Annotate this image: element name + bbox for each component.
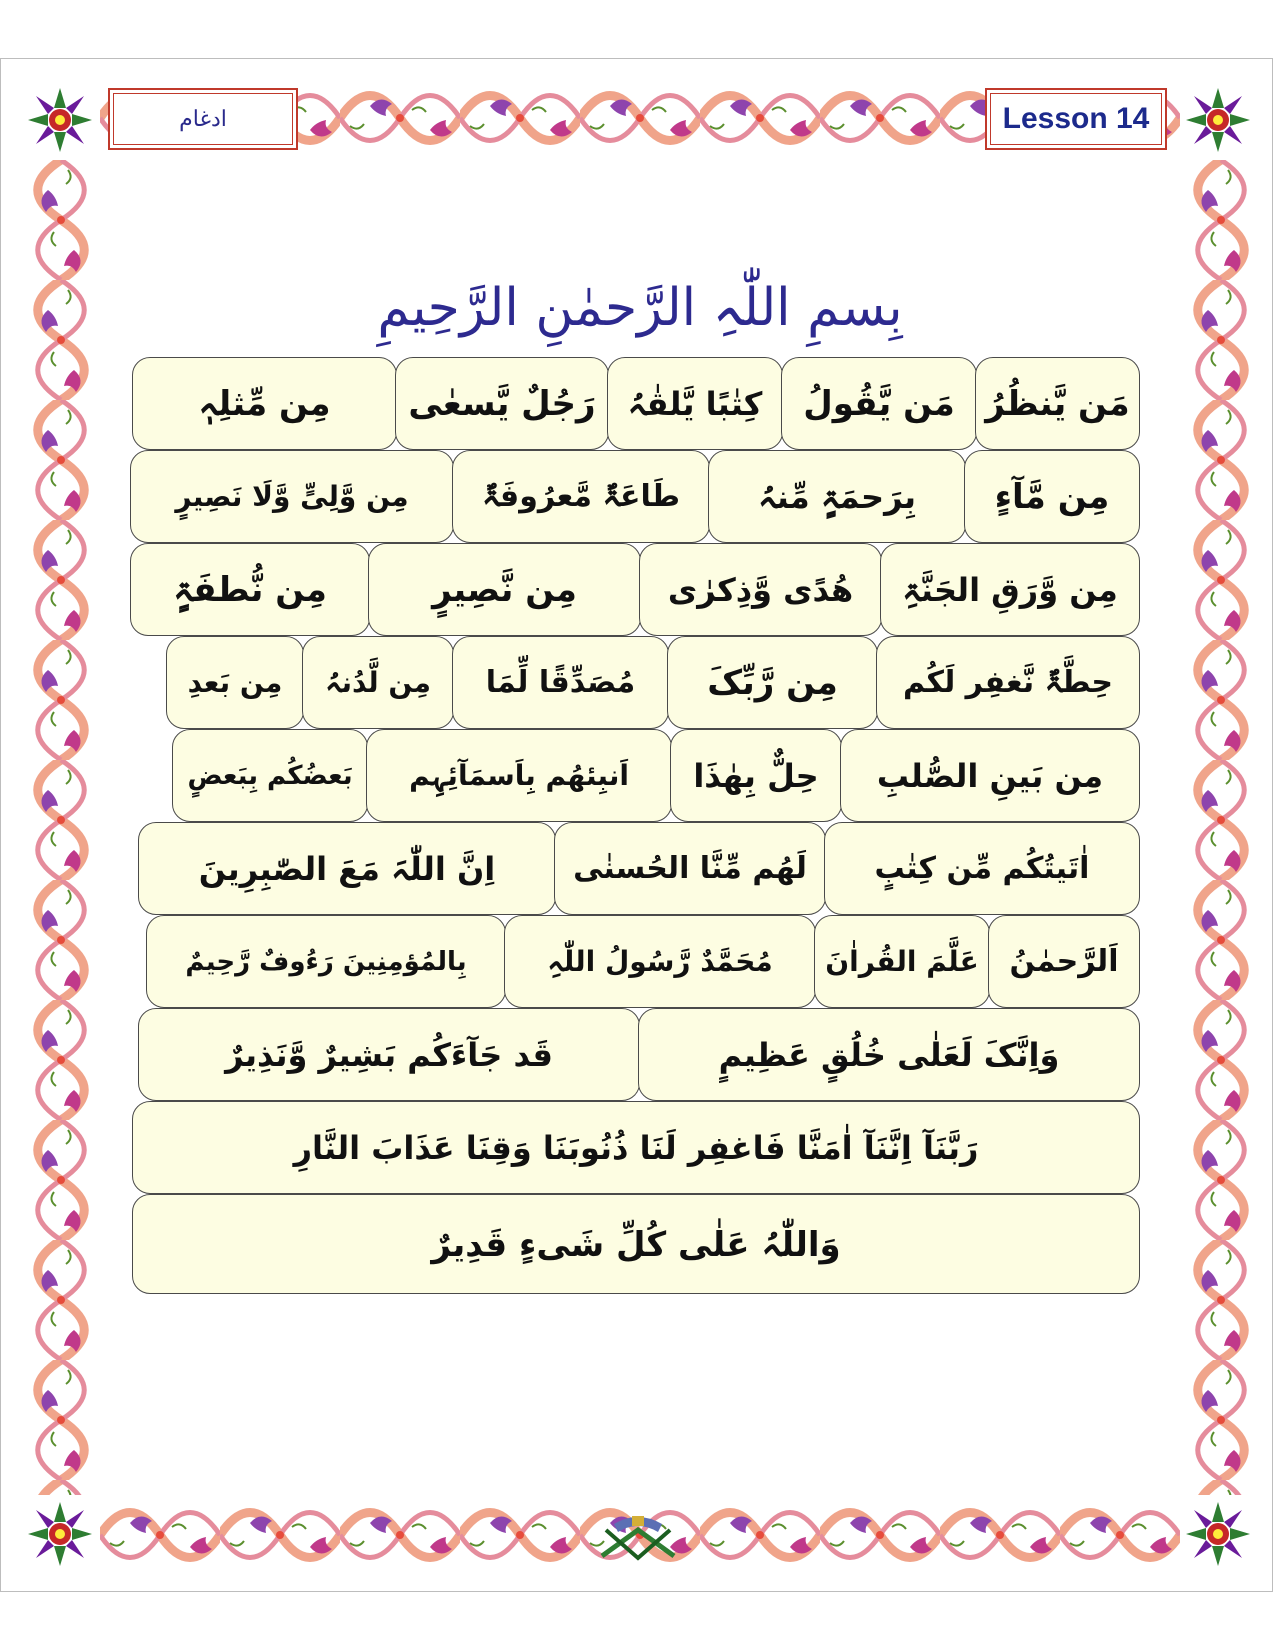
word-cell: اِنَّ اللّٰہَ مَعَ الصّٰبِرِینَ: [138, 822, 556, 915]
word-cell: بَعضُکُم بِبَعضٍ: [172, 729, 368, 822]
word-cell: وَاِنَّکَ لَعَلٰی خُلُقٍ عَظِیمٍ: [638, 1008, 1140, 1101]
lesson-label-box: [985, 88, 1167, 150]
word-cell: مِن وَّلِیٍّ وَّلَا نَصِیرٍ: [130, 450, 454, 543]
word-cell: مِن نَّصِیرٍ: [368, 543, 641, 636]
floral-corner-icon: [26, 86, 94, 154]
word-row: [132, 636, 1140, 729]
word-row: [132, 1101, 1140, 1194]
word-cell: مِن بَعدِ: [166, 636, 304, 729]
word-cell: بِالمُؤمِنِینَ رَءُوفٌ رَّحِیمٌ: [146, 915, 506, 1008]
word-cell: مِن بَینِ الصُّلبِ: [840, 729, 1140, 822]
word-cell: مِن وَّرَقِ الجَنَّۃِ: [880, 543, 1140, 636]
floral-corner-icon: [26, 1500, 94, 1568]
word-cell: طَاعَۃٌ مَّعرُوفَۃٌ: [452, 450, 710, 543]
word-row: [132, 1194, 1140, 1294]
word-cell: کِتٰبًا یَّلقٰہُ: [607, 357, 783, 450]
floral-corner-icon: [1184, 86, 1252, 154]
word-row: [132, 450, 1140, 543]
word-cell: عَلَّمَ القُراٰنَ: [814, 915, 990, 1008]
topic-label-box: [108, 88, 298, 150]
word-cell: مِن مَّآءٍ: [964, 450, 1140, 543]
word-row: [132, 915, 1140, 1008]
word-cell: مِن مِّثلِہٖ: [132, 357, 397, 450]
word-cell: اَلرَّحمٰنُ: [988, 915, 1140, 1008]
word-row: [132, 357, 1140, 450]
word-cell: رَجُلٌ یَّسعٰی: [395, 357, 609, 450]
word-cell: وَاللّٰہُ عَلٰی کُلِّ شَیءٍ قَدِیرٌ: [132, 1194, 1140, 1294]
word-cell: اٰتَیتُکُم مِّن کِتٰبٍ: [824, 822, 1140, 915]
word-cell: مَن یَّنظُرُ: [975, 357, 1140, 450]
word-cell: حِلٌّ بِھٰذَا: [670, 729, 842, 822]
left-ornamental-border: [30, 160, 92, 1495]
topic-label: ادغام: [179, 106, 227, 132]
lesson-label: Lesson 14: [1002, 102, 1150, 135]
word-cell: مِن نُّطفَۃٍ: [130, 543, 370, 636]
word-row: [132, 729, 1140, 822]
word-cell: ھُدًی وَّذِکرٰی: [639, 543, 882, 636]
quran-logo-icon: [592, 1510, 684, 1574]
word-cell: بِرَحمَۃٍ مِّنہُ: [708, 450, 966, 543]
word-row: [132, 822, 1140, 915]
word-cell: رَبَّنَآ اِنَّنَآ اٰمَنَّا فَاغفِر لَنَا ذُنُوبَنَا وَقِنَا عَذَابَ النَّارِ: [132, 1101, 1140, 1194]
word-cell: مُصَدِّقًا لِّمَا: [452, 636, 669, 729]
word-row: [132, 543, 1140, 636]
word-cell: مِن رَّبِّکَ: [667, 636, 878, 729]
word-cell: مَن یَّقُولُ: [781, 357, 977, 450]
word-cell: لَھُم مِّنَّا الحُسنٰی: [554, 822, 826, 915]
word-cell: قَد جَآءَکُم بَشِیرٌ وَّنَذِیرٌ: [138, 1008, 640, 1101]
bismillah-heading: بِسمِ اللّٰہِ الرَّحمٰنِ الرَّحِیمِ: [377, 278, 903, 338]
floral-corner-icon: [1184, 1500, 1252, 1568]
right-ornamental-border: [1190, 160, 1252, 1495]
word-cell: مِن لَّدُنہُ: [302, 636, 454, 729]
word-cell: مُحَمَّدٌ رَّسُولُ اللّٰہِ: [504, 915, 816, 1008]
word-cell: حِطَّۃٌ نَّغفِر لَکُم: [876, 636, 1140, 729]
word-cell: اَنبِئھُم بِاَسمَآئِہِم: [366, 729, 672, 822]
word-row: [132, 1008, 1140, 1101]
word-grid: [132, 357, 1140, 1294]
